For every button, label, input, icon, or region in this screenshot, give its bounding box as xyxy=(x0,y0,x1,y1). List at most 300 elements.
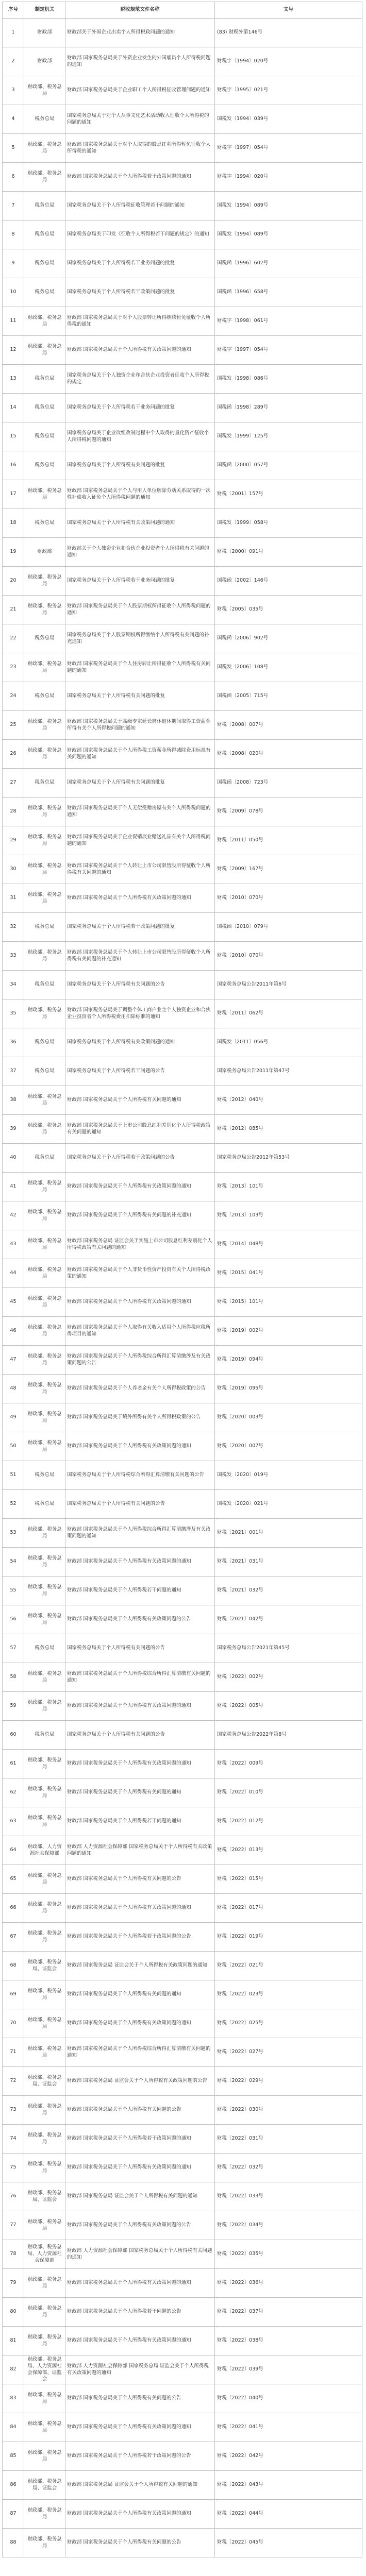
document-number: 财税字〔1998〕061号 xyxy=(215,307,362,336)
document-name: 财政部 国家税务总局关于个人取得有关收入适用个人所得税应税所得项目的通知 xyxy=(65,1317,215,1346)
issuing-authority: 财政部、税务总局 xyxy=(24,1288,65,1317)
row-number: 80 xyxy=(3,2298,24,2327)
row-number: 5 xyxy=(3,134,24,163)
table-row xyxy=(3,798,362,826)
issuing-authority: 税务总局 xyxy=(24,221,65,249)
issuing-authority: 财政部、税务总局 xyxy=(24,2096,65,2125)
issuing-authority: 财政部 xyxy=(24,19,65,47)
row-number: 47 xyxy=(3,1346,24,1375)
row-number: 40 xyxy=(3,1144,24,1173)
table-row xyxy=(3,855,362,884)
row-number: 59 xyxy=(3,1692,24,1721)
issuing-authority: 税务总局 xyxy=(24,971,65,999)
document-number: 财税字〔1994〕020号 xyxy=(215,47,362,76)
document-name: 财政部 国家税务总局关于企业职工个人所得税征收管理问题的通知 xyxy=(65,76,215,105)
issuing-authority: 税务总局 xyxy=(24,1490,65,1519)
row-number: 7 xyxy=(3,192,24,221)
issuing-authority: 税务总局 xyxy=(24,913,65,942)
issuing-authority: 税务总局 xyxy=(24,278,65,307)
row-number: 22 xyxy=(3,624,24,653)
table-row xyxy=(3,2096,362,2125)
tax-document-table xyxy=(2,2,362,2557)
table-row xyxy=(3,1894,362,1923)
row-number: 67 xyxy=(3,1923,24,1952)
document-number: 财税〔2010〕070号 xyxy=(215,942,362,971)
table-row xyxy=(3,2355,362,2384)
table-row xyxy=(3,1230,362,1259)
row-number: 58 xyxy=(3,1663,24,1692)
document-number: 财税字〔1997〕054号 xyxy=(215,134,362,163)
issuing-authority: 税务总局 xyxy=(24,509,65,538)
table-row xyxy=(3,1548,362,1577)
document-number: 财税〔2000〕091号 xyxy=(215,538,362,567)
table-row xyxy=(3,2240,362,2269)
document-name: 财政部 国家税务总局 证监会关于个人所得税有关问题的通知 xyxy=(65,2182,215,2211)
row-number: 83 xyxy=(3,2384,24,2413)
document-number: 财税〔2022〕030号 xyxy=(215,2096,362,2125)
document-name: 财政部 国家税务总局关于个人所得税有关问题的公告 xyxy=(65,2529,215,2557)
document-number: 国税函〔1996〕658号 xyxy=(215,278,362,307)
document-name: 财政部 国家税务总局关于对个人取得的股息红利所得暂免征收个人所得税的通知 xyxy=(65,134,215,163)
table-row xyxy=(3,221,362,249)
row-number: 53 xyxy=(3,1519,24,1548)
row-number: 70 xyxy=(3,2009,24,2038)
table-row xyxy=(3,2067,362,2096)
row-number: 34 xyxy=(3,971,24,999)
document-number: 国税函〔1998〕289号 xyxy=(215,394,362,422)
table-row xyxy=(3,2182,362,2211)
table-row xyxy=(3,826,362,855)
table-row xyxy=(3,1952,362,1980)
header-document-number: 文号 xyxy=(215,2,362,19)
table-row xyxy=(3,192,362,221)
document-name: 财政部 人力资源社会保障部 国家税务总局 证监会关于个人所得税有关政策问题的通知 xyxy=(65,2355,215,2384)
row-number: 9 xyxy=(3,249,24,278)
row-number: 17 xyxy=(3,480,24,509)
table-row xyxy=(3,451,362,480)
table-row xyxy=(3,971,362,999)
document-name: 财政部 国家税务总局关于个人所得税综合所得汇算清缴涉及有关政策问题的公告 xyxy=(65,1346,215,1375)
document-number: 财税〔2021〕042号 xyxy=(215,1605,362,1634)
table-body xyxy=(3,19,362,2557)
document-name: 国家税务总局关于个人所得税有关问题的公告 xyxy=(65,1721,215,1750)
document-name: 财政部 国家税务总局关于个人所得税有关问题的补充通知 xyxy=(65,1201,215,1230)
document-number: 财税〔2005〕035号 xyxy=(215,596,362,624)
issuing-authority: 财政部、税务总局、人力资源社会保障部 xyxy=(24,2240,65,2269)
document-number: (83) 财税外第146号 xyxy=(215,19,362,47)
document-name: 财政部 国家税务总局关于调整个体工商户业主个人独资企业和合伙企业投资者个人所得税费用扣除标准的通知 xyxy=(65,999,215,1028)
row-number: 66 xyxy=(3,1894,24,1923)
issuing-authority: 财政部、税务总局 xyxy=(24,2154,65,2182)
document-name: 国家税务总局关于个人所得税综合所得汇算清缴有关问题的公告 xyxy=(65,1461,215,1490)
row-number: 60 xyxy=(3,1721,24,1750)
document-number: 财税〔2022〕027号 xyxy=(215,2038,362,2067)
table-row xyxy=(3,682,362,711)
issuing-authority: 财政部、税务总局 xyxy=(24,711,65,740)
row-number: 57 xyxy=(3,1634,24,1663)
table-row xyxy=(3,1980,362,2009)
issuing-authority: 财政部、税务总局 xyxy=(24,1923,65,1952)
document-number: 财税〔2021〕001号 xyxy=(215,1519,362,1548)
issuing-authority: 财政部、税务总局 xyxy=(24,798,65,826)
document-name: 财政部 国家税务总局关于个人所得税有关政策问题的通知 xyxy=(65,1750,215,1778)
issuing-authority: 财政部、税务总局 xyxy=(24,1115,65,1144)
document-name: 财政部 国家税务总局关于个人所得税有关问题的通知 xyxy=(65,1980,215,2009)
document-name: 财政部 国家税务总局关于个人所得税若干政策问题的公告 xyxy=(65,1923,215,1952)
row-number: 23 xyxy=(3,653,24,682)
row-number: 62 xyxy=(3,1778,24,1807)
document-name: 财政部 国家税务总局关于个人所得税有关政策问题的通知 xyxy=(65,1432,215,1461)
document-number: 国税发〔1994〕089号 xyxy=(215,192,362,221)
document-name: 财政部 国家税务总局关于个人养老金有关个人所得税政策的公告 xyxy=(65,1375,215,1403)
table-row xyxy=(3,1115,362,1144)
issuing-authority: 财政部、税务总局 xyxy=(24,855,65,884)
issuing-authority: 财政部、税务总局 xyxy=(24,480,65,509)
document-name: 财政部 国家税务总局关于个人所得税有关政策问题的通知 xyxy=(65,1548,215,1577)
issuing-authority: 财政部 xyxy=(24,47,65,76)
document-name: 财政部 国家税务总局关于个人转让上市公司限售股所得征收个人所得税有关问题的通知 xyxy=(65,855,215,884)
document-name: 财政部 国家税务总局关于个人所得税有关政策问题的通知 xyxy=(65,336,215,365)
issuing-authority: 税务总局 xyxy=(24,1461,65,1490)
table-row xyxy=(3,1403,362,1432)
issuing-authority: 税务总局 xyxy=(24,394,65,422)
document-name: 国家税务总局关于个人独资企业和合伙企业投资者征收个人所得税的规定 xyxy=(65,365,215,394)
issuing-authority: 税务总局 xyxy=(24,422,65,451)
issuing-authority: 税务总局 xyxy=(24,365,65,394)
document-name: 财政部关于外国企业出卖个人所得税政问题的通知 xyxy=(65,19,215,47)
issuing-authority: 财政部、税务总局 xyxy=(24,2269,65,2298)
issuing-authority: 税务总局 xyxy=(24,624,65,653)
document-name: 国家税务总局关于印发《征收个人所得税若干问题的规定》的通知 xyxy=(65,221,215,249)
document-number: 国税发〔2020〕019号 xyxy=(215,1461,362,1490)
document-number: 财税〔2022〕033号 xyxy=(215,2182,362,2211)
document-name: 国家税务总局关于对个人从事文化艺术活动收入征收个人所得税的问题的通知 xyxy=(65,105,215,134)
document-name: 财政部 国家税务总局关于个人所得税有关问题的通知 xyxy=(65,1086,215,1115)
document-name: 国家税务总局关于个人所得税若干政策问题的公告 xyxy=(65,1144,215,1173)
issuing-authority: 财政部、税务总局 xyxy=(24,134,65,163)
table-row xyxy=(3,47,362,76)
row-number: 43 xyxy=(3,1230,24,1259)
issuing-authority: 财政部、税务总局 xyxy=(24,1778,65,1807)
document-name: 国家税务总局关于个人所得税若干政策问题的批复 xyxy=(65,913,215,942)
document-number: 财税〔2011〕062号 xyxy=(215,999,362,1028)
row-number: 52 xyxy=(3,1490,24,1519)
document-name: 财政部 国家税务总局 证监会关于实施上市公司股息红利差别化个人所得税政策有关问题的通知 xyxy=(65,1230,215,1259)
table-row xyxy=(3,19,362,47)
table-row xyxy=(3,1028,362,1057)
document-number: 财税〔2008〕007号 xyxy=(215,711,362,740)
document-number: 财税〔2022〕021号 xyxy=(215,1952,362,1980)
issuing-authority: 税务总局 xyxy=(24,1028,65,1057)
document-number: 国税函〔2008〕723号 xyxy=(215,769,362,798)
row-number: 64 xyxy=(3,1836,24,1865)
document-name: 财政部 国家税务总局关于个人所得税若干政策问题的通知 xyxy=(65,163,215,192)
issuing-authority: 财政部、税务总局 xyxy=(24,1375,65,1403)
document-number: 财税〔2022〕002号 xyxy=(215,1663,362,1692)
document-number: 财税〔2022〕034号 xyxy=(215,2211,362,2240)
issuing-authority: 财政部、税务总局、人力资源社会保障部、证监会 xyxy=(24,2355,65,2384)
document-name: 财政部 国家税务总局关于个人所得税综合所得汇算清缴有关问题的通知 xyxy=(65,1663,215,1692)
document-name: 国家税务总局关于个人所得税有关问题的批复 xyxy=(65,682,215,711)
issuing-authority: 财政部、税务总局、证监会 xyxy=(24,1952,65,1980)
row-number: 12 xyxy=(3,336,24,365)
document-name: 财政部 国家税务总局关于上市公司股息红利差别化个人所得税政策有关问题的通知 xyxy=(65,1115,215,1144)
document-name: 财政部 国家税务总局关于个人所得税有关问题的公告 xyxy=(65,2096,215,2125)
document-number: 财税〔2022〕029号 xyxy=(215,2067,362,2096)
document-number: 财税〔2021〕031号 xyxy=(215,1548,362,1577)
document-name: 财政部 国家税务总局关于外资企业发生的外国雇员个人所得税问题的通知 xyxy=(65,47,215,76)
document-name: 财政部 国家税务总局关于境外所得有关个人所得税政策的公告 xyxy=(65,1403,215,1432)
document-name: 国家税务总局关于个人所得税若干问题的公告 xyxy=(65,1057,215,1086)
issuing-authority: 税务总局 xyxy=(24,1144,65,1173)
table-row xyxy=(3,538,362,567)
document-name: 国家税务总局关于个人所得税有关问题的批复 xyxy=(65,451,215,480)
row-number: 73 xyxy=(3,2096,24,2125)
document-name: 财政部 国家税务总局关于个人所得税有关政策问题的通知 xyxy=(65,884,215,913)
issuing-authority: 财政部、税务总局 xyxy=(24,1230,65,1259)
issuing-authority: 税务总局 xyxy=(24,769,65,798)
document-name: 财政部 国家税务总局关于对个人股票转让所得继续暂免征收个人所得税的通知 xyxy=(65,307,215,336)
table-row xyxy=(3,2500,362,2529)
issuing-authority: 财政部、税务总局 xyxy=(24,2211,65,2240)
document-name: 财政部 人力资源社会保障部 国家税务总局关于个人所得税有关问题的通知 xyxy=(65,2240,215,2269)
table-row xyxy=(3,76,362,105)
table-row xyxy=(3,2154,362,2182)
document-page xyxy=(2,2,362,2557)
document-number: 财税〔2022〕009号 xyxy=(215,1750,362,1778)
issuing-authority: 财政部、税务总局 xyxy=(24,1346,65,1375)
document-name: 财政部 国家税务总局关于个人住房转让所得征收个人所得税有关问题的通知 xyxy=(65,653,215,682)
issuing-authority: 财政部、税务总局 xyxy=(24,1317,65,1346)
row-number: 16 xyxy=(3,451,24,480)
row-number: 81 xyxy=(3,2327,24,2355)
issuing-authority: 财政部、税务总局 xyxy=(24,740,65,769)
row-number: 85 xyxy=(3,2442,24,2471)
table-row xyxy=(3,1663,362,1692)
issuing-authority: 税务总局 xyxy=(24,451,65,480)
table-row xyxy=(3,711,362,740)
document-number: 国家税务总局公告2011年第47号 xyxy=(215,1057,362,1086)
document-number: 国税函〔2010〕079号 xyxy=(215,913,362,942)
row-number: 3 xyxy=(3,76,24,105)
row-number: 4 xyxy=(3,105,24,134)
row-number: 49 xyxy=(3,1403,24,1432)
document-number: 财税〔2022〕032号 xyxy=(215,2154,362,2182)
issuing-authority: 税务总局 xyxy=(24,682,65,711)
row-number: 44 xyxy=(3,1259,24,1288)
document-name: 财政部 国家税务总局关于个人所得税若干政策问题的通知 xyxy=(65,2125,215,2154)
document-number: 财税〔2022〕023号 xyxy=(215,1980,362,2009)
issuing-authority: 财政部、税务总局 xyxy=(24,1807,65,1836)
issuing-authority: 财政部、税务总局 xyxy=(24,1086,65,1115)
row-number: 28 xyxy=(3,798,24,826)
document-number: 国税发〔1999〕125号 xyxy=(215,422,362,451)
table-row xyxy=(3,1259,362,1288)
table-row xyxy=(3,1865,362,1894)
table-row xyxy=(3,1721,362,1750)
row-number: 36 xyxy=(3,1028,24,1057)
issuing-authority: 财政部、税务总局 xyxy=(24,567,65,596)
document-number: 财税字〔1997〕054号 xyxy=(215,336,362,365)
row-number: 33 xyxy=(3,942,24,971)
document-number: 财税字〔1995〕021号 xyxy=(215,76,362,105)
document-name: 财政部 国家税务总局 证监会关于个人所得税有关政策问题的公告 xyxy=(65,2067,215,2096)
issuing-authority: 财政部、税务总局 xyxy=(24,2529,65,2557)
document-number: 国税函〔2006〕902号 xyxy=(215,624,362,653)
row-number: 13 xyxy=(3,365,24,394)
document-number: 财税〔2022〕043号 xyxy=(215,2471,362,2500)
table-row xyxy=(3,422,362,451)
table-row xyxy=(3,999,362,1028)
table-row xyxy=(3,509,362,538)
document-name: 国家税务总局关于个人所得税若干业务问题的批复 xyxy=(65,394,215,422)
table-row xyxy=(3,1605,362,1634)
issuing-authority: 财政部、税务总局 xyxy=(24,2327,65,2355)
document-name: 财政部 国家税务总局关于个人所得税有关问题的公告 xyxy=(65,2384,215,2413)
document-number: 国税发〔1994〕089号 xyxy=(215,221,362,249)
row-number: 19 xyxy=(3,538,24,567)
document-name: 财政部 国家税务总局关于个人所得税有关政策问题的通知 xyxy=(65,2500,215,2529)
row-number: 46 xyxy=(3,1317,24,1346)
document-name: 国家税务总局关于个人所得税有关政策问题的通知 xyxy=(65,509,215,538)
row-number: 8 xyxy=(3,221,24,249)
document-name: 财政部 人力资源社会保障部 国家税务总局关于个人所得税有关政策问题的通知 xyxy=(65,1836,215,1865)
document-number: 国家税务总局公告2011年第6号 xyxy=(215,971,362,999)
issuing-authority: 财政部、税务总局 xyxy=(24,1201,65,1230)
document-number: 财税〔2022〕019号 xyxy=(215,1923,362,1952)
row-number: 1 xyxy=(3,19,24,47)
table-row xyxy=(3,394,362,422)
row-number: 31 xyxy=(3,884,24,913)
document-number: 财税〔2013〕101号 xyxy=(215,1173,362,1201)
table-row xyxy=(3,2327,362,2355)
issuing-authority: 财政部 xyxy=(24,538,65,567)
table-row xyxy=(3,624,362,653)
table-row xyxy=(3,2125,362,2154)
document-name: 财政部 国家税务总局关于高级专家延长离休退休期间取得工资薪金所得有关个人所得税问题的通知 xyxy=(65,711,215,740)
table-row xyxy=(3,1634,362,1663)
document-number: 财税〔2015〕101号 xyxy=(215,1288,362,1317)
issuing-authority: 财政部、税务总局 xyxy=(24,596,65,624)
table-row xyxy=(3,1086,362,1115)
document-number: 财税〔2022〕025号 xyxy=(215,2009,362,2038)
issuing-authority: 财政部、税务总局 xyxy=(24,1577,65,1605)
document-name: 财政部 国家税务总局关于个人所得税有关政策问题的通知 xyxy=(65,2154,215,2182)
row-number: 51 xyxy=(3,1461,24,1490)
table-row xyxy=(3,249,362,278)
table-row xyxy=(3,307,362,336)
issuing-authority: 财政部、税务总局 xyxy=(24,653,65,682)
issuing-authority: 财政部、税务总局 xyxy=(24,2125,65,2154)
issuing-authority: 财政部、税务总局 xyxy=(24,942,65,971)
table-row xyxy=(3,365,362,394)
document-number: 财税〔2013〕103号 xyxy=(215,1201,362,1230)
document-number: 财税〔2021〕032号 xyxy=(215,1577,362,1605)
row-number: 35 xyxy=(3,999,24,1028)
table-row xyxy=(3,1923,362,1952)
issuing-authority: 税务总局 xyxy=(24,105,65,134)
issuing-authority: 财政部、税务总局 xyxy=(24,1548,65,1577)
table-row xyxy=(3,1317,362,1346)
document-number: 财税〔2022〕037号 xyxy=(215,2298,362,2327)
table-row xyxy=(3,1778,362,1807)
row-number: 78 xyxy=(3,2240,24,2269)
row-number: 39 xyxy=(3,1115,24,1144)
row-number: 77 xyxy=(3,2211,24,2240)
table-row xyxy=(3,134,362,163)
document-number: 国税函〔2000〕057号 xyxy=(215,451,362,480)
document-name: 财政部 国家税务总局 证监会关于个人所得税有关问题的通知 xyxy=(65,2471,215,2500)
table-row xyxy=(3,2298,362,2327)
row-number: 15 xyxy=(3,422,24,451)
document-number: 国税发〔2006〕108号 xyxy=(215,653,362,682)
issuing-authority: 财政部、税务总局 xyxy=(24,1605,65,1634)
issuing-authority: 财政部、税务总局、证监会 xyxy=(24,2471,65,2500)
document-name: 财政部 国家税务总局关于个人所得税有关政策问题的通知 xyxy=(65,1894,215,1923)
row-number: 71 xyxy=(3,2038,24,2067)
document-name: 财政部 国家税务总局关于个人所得税有关政策问题的通知 xyxy=(65,2009,215,2038)
row-number: 76 xyxy=(3,2182,24,2211)
document-name: 国家税务总局关于个人所得税有关问题的公告 xyxy=(65,1490,215,1519)
document-number: 财税〔2009〕078号 xyxy=(215,798,362,826)
document-number: 财税〔2022〕045号 xyxy=(215,2529,362,2557)
row-number: 45 xyxy=(3,1288,24,1317)
table-row xyxy=(3,1288,362,1317)
row-number: 69 xyxy=(3,1980,24,2009)
document-name: 财政部 国家税务总局关于个人所得税有关政策问题的公告 xyxy=(65,1605,215,1634)
issuing-authority: 税务总局 xyxy=(24,1634,65,1663)
table-row xyxy=(3,567,362,596)
document-number: 财税〔2008〕020号 xyxy=(215,740,362,769)
header-issuing-authority: 制定机关 xyxy=(24,2,65,19)
row-number: 79 xyxy=(3,2269,24,2298)
row-number: 18 xyxy=(3,509,24,538)
document-name: 财政部 国家税务总局关于个人所得税若干问题的通知 xyxy=(65,1807,215,1836)
document-number: 财税〔2014〕048号 xyxy=(215,1230,362,1259)
table-row xyxy=(3,913,362,942)
issuing-authority: 财政部、税务总局 xyxy=(24,2500,65,2529)
issuing-authority: 财政部、税务总局 xyxy=(24,2384,65,2413)
issuing-authority: 财政部、税务总局 xyxy=(24,1692,65,1721)
row-number: 56 xyxy=(3,1605,24,1634)
row-number: 29 xyxy=(3,826,24,855)
issuing-authority: 财政部、税务总局 xyxy=(24,1750,65,1778)
document-number: 财税〔2020〕007号 xyxy=(215,1432,362,1461)
row-number: 24 xyxy=(3,682,24,711)
table-row xyxy=(3,942,362,971)
table-row xyxy=(3,1836,362,1865)
table-row xyxy=(3,1807,362,1836)
table-row xyxy=(3,2038,362,2067)
table-row xyxy=(3,2269,362,2298)
document-number: 财税〔2015〕041号 xyxy=(215,1259,362,1288)
document-number: 财税〔2022〕039号 xyxy=(215,2355,362,2384)
header-number: 序号 xyxy=(3,2,24,19)
row-number: 88 xyxy=(3,2529,24,2557)
document-name: 财政部 国家税务总局关于个人所得税若干政策问题的公告 xyxy=(65,2442,215,2471)
document-number: 财税〔2009〕167号 xyxy=(215,855,362,884)
row-number: 38 xyxy=(3,1086,24,1115)
document-number: 国税函〔2002〕146号 xyxy=(215,567,362,596)
document-name: 国家税务总局关于个人所得税有关政策问题的通知 xyxy=(65,1028,215,1057)
row-number: 72 xyxy=(3,2067,24,2096)
document-name: 财政部 国家税务总局关于个人所得税若干问题的公告 xyxy=(65,2298,215,2327)
row-number: 37 xyxy=(3,1057,24,1086)
issuing-authority: 税务总局 xyxy=(24,1057,65,1086)
document-number: 财税〔2022〕013号 xyxy=(215,1836,362,1865)
row-number: 6 xyxy=(3,163,24,192)
row-number: 74 xyxy=(3,2125,24,2154)
